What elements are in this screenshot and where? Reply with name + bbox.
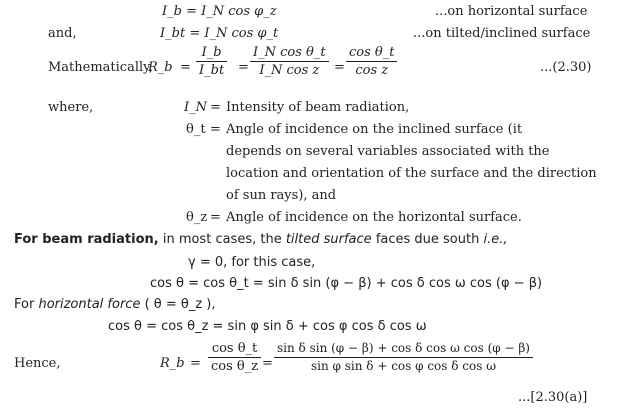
- definition-theta-t-line3: location and orientation of the surface and the direction: [226, 166, 597, 181]
- label-where: where,: [48, 100, 94, 115]
- equals-sign: =: [334, 60, 345, 75]
- fraction-denominator: cos z: [355, 63, 389, 78]
- equation-cos-theta-tilted: cos θ = cos θ_t = sin δ sin (φ − β) + cos δ cos ω cos (φ − β): [150, 276, 543, 291]
- ie-abbrev: i.e.,: [483, 232, 508, 247]
- fraction-costheta-t-over-cosz: [250, 45, 329, 78]
- beam-text: in most cases, the: [158, 232, 286, 247]
- definition-theta-t-line2: depends on several variables associated with the: [226, 144, 550, 159]
- equation-cos-theta-horizontal: cos θ = cos θ_z = sin φ sin δ + cos φ cos δ cos ω: [108, 319, 427, 334]
- fraction-numerator: I_N cos θ_t: [253, 45, 326, 60]
- horizontal-force-term: horizontal force: [38, 297, 141, 312]
- equals-sign: =: [262, 356, 273, 371]
- equation-ib-horizontal: I_b = I_N cos φ_z: [162, 4, 277, 19]
- fraction-denominator: I_bt: [199, 63, 225, 78]
- horizontal-prefix: For: [14, 297, 39, 312]
- note-horizontal-surface: ...on horizontal surface: [435, 4, 588, 19]
- note-tilted-surface: ...on tilted/inclined surface: [413, 26, 591, 41]
- equation-ibt-tilted: I_bt = I_N cos φ_t: [160, 26, 279, 41]
- horizontal-force-line: [14, 297, 216, 313]
- equals-sign: =: [210, 100, 221, 115]
- fraction-numerator: cos θ_t: [349, 45, 395, 60]
- fraction-final-rb: [274, 341, 533, 374]
- equation-reference-2-30a: ...[2.30(a)]: [518, 390, 588, 405]
- definition-theta-t-line4: of sun rays), and: [226, 188, 337, 203]
- equals-sign: =: [180, 60, 191, 75]
- definition-in: Intensity of beam radiation,: [226, 100, 410, 115]
- fraction-numerator: I_b: [201, 45, 222, 60]
- equation-reference-2-30: ...(2.30): [540, 60, 592, 75]
- definition-theta-t-line1: Angle of incidence on the inclined surface (it: [226, 122, 523, 137]
- horizontal-condition: ( θ = θ_z ),: [140, 297, 216, 312]
- label-and: and,: [48, 26, 77, 41]
- beam-radiation-paragraph: [14, 232, 508, 248]
- rb-symbol: R_b: [148, 60, 173, 75]
- fraction-bar: [250, 61, 329, 62]
- fraction-bar: [346, 61, 397, 62]
- fraction-ib-over-ibt: [196, 45, 227, 78]
- label-hence: Hence,: [14, 356, 61, 371]
- fraction-numerator: sin δ sin (φ − β) + cos δ cos ω cos (φ − β): [277, 341, 530, 355]
- symbol-in: I_N: [184, 100, 208, 115]
- rb-symbol: R_b: [160, 356, 185, 371]
- equals-sign: =: [238, 60, 249, 75]
- beam-radiation-heading: For beam radiation,: [14, 232, 159, 247]
- beam-text-2: faces due south: [371, 232, 484, 247]
- fraction-denominator: I_N cos z: [259, 63, 320, 78]
- fraction-denominator: sin φ sin δ + cos φ cos δ cos ω: [310, 359, 496, 373]
- tilted-surface-term: tilted surface: [285, 232, 372, 247]
- fraction-denominator: cos θ_z: [211, 359, 259, 374]
- symbol-theta-t: θ_t: [186, 122, 206, 137]
- gamma-condition: γ = 0, for this case,: [188, 255, 316, 270]
- equals-sign: =: [210, 210, 221, 225]
- label-mathematically: Mathematically,: [48, 60, 153, 75]
- fraction-numerator: cos θ_t: [211, 341, 258, 356]
- equals-sign: =: [190, 356, 201, 371]
- fraction-bar: [208, 357, 261, 358]
- fraction-costheta-over-cosz: [346, 45, 397, 78]
- fraction-bar: [196, 61, 227, 62]
- equals-sign: =: [210, 122, 221, 137]
- definition-theta-z: Angle of incidence on the horizontal surface.: [226, 210, 522, 225]
- fraction-costheta-t-over-costheta-z: [208, 341, 261, 374]
- symbol-theta-z: θ_z: [186, 210, 208, 225]
- fraction-bar: [274, 357, 533, 358]
